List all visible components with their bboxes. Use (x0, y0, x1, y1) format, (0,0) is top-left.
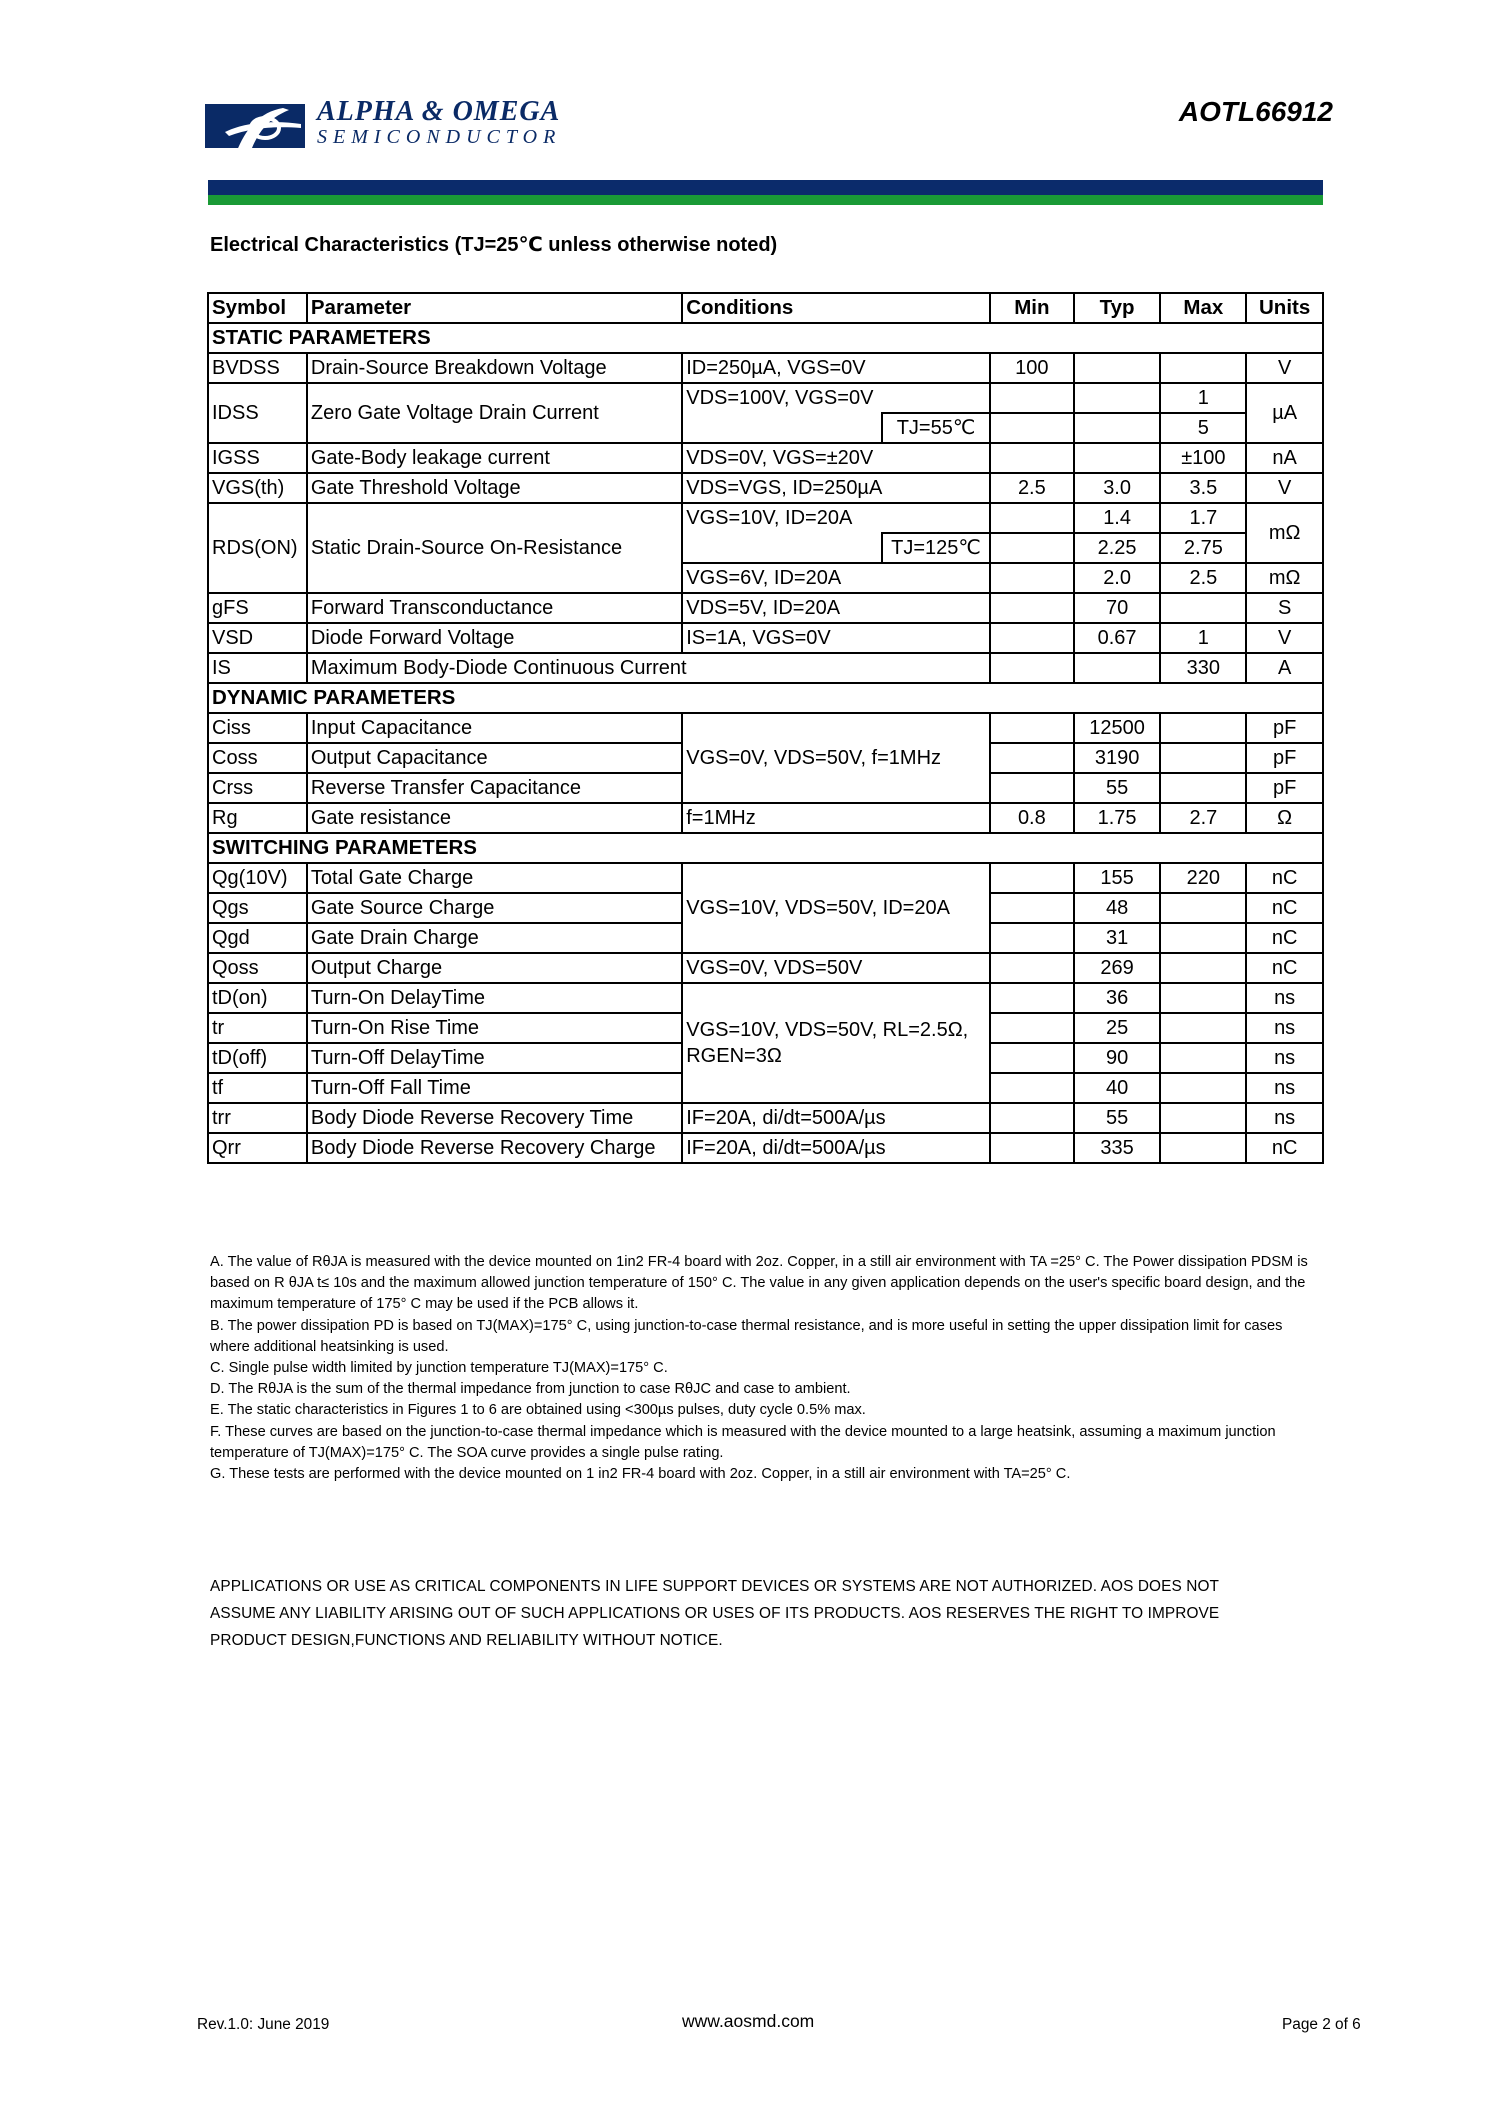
header-units: Units (1246, 293, 1323, 323)
header-bar-blue (208, 180, 1323, 195)
table-row (208, 473, 1323, 503)
cell-symbol: trr (208, 1103, 307, 1133)
cell-typ: 1.4 (1074, 503, 1161, 533)
disclaimer (210, 1573, 1325, 1654)
cell-typ: 70 (1074, 593, 1161, 623)
cell-parameter: Static Drain-Source On-Resistance (307, 503, 682, 593)
cell-units: ns (1246, 1103, 1323, 1133)
note-d: D. The RθJA is the sum of the thermal impedance from junction to case RθJC and case to ambient. (210, 1381, 851, 1398)
cell-max: 3.5 (1160, 473, 1246, 503)
cell-conditions: VDS=0V, VGS=±20V (682, 443, 990, 473)
section-title (210, 232, 777, 257)
cell-typ: 2.0 (1074, 563, 1161, 593)
cell-symbol: BVDSS (208, 353, 307, 383)
note-b: B. The power dissipation PD is based on TJ(MAX)=175° C, using junction-to-case thermal resistance, and is more useful in setting the upper dissipation limit for cases where additional heatsinking is used. (210, 1317, 1283, 1355)
cell-max (1160, 593, 1246, 623)
cell-typ: 3.0 (1074, 473, 1161, 503)
table-row (208, 623, 1323, 653)
cell-min (990, 383, 1074, 413)
cell-min (990, 653, 1074, 683)
cell-parameter: Turn-On Rise Time (307, 1013, 682, 1043)
cell-min (990, 563, 1074, 593)
cell-units: pF (1246, 713, 1323, 743)
cell-typ: 55 (1074, 1103, 1161, 1133)
table-row (208, 353, 1323, 383)
cell-max: 220 (1160, 863, 1246, 893)
section-switching: SWITCHING PARAMETERS (208, 833, 1323, 863)
cell-max: 2.7 (1160, 803, 1246, 833)
section-dynamic: DYNAMIC PARAMETERS (208, 683, 1323, 713)
cell-typ: 25 (1074, 1013, 1161, 1043)
cell-min (990, 923, 1074, 953)
cell-min: 0.8 (990, 803, 1074, 833)
table-row (208, 653, 1323, 683)
cell-min (990, 1103, 1074, 1133)
cell-condition-tj: TJ=55℃ (882, 413, 990, 443)
cell-units: mΩ (1246, 563, 1323, 593)
cell-typ (1074, 353, 1161, 383)
cell-parameter: Turn-Off DelayTime (307, 1043, 682, 1073)
cell-parameter: Drain-Source Breakdown Voltage (307, 353, 682, 383)
cell-typ: 55 (1074, 773, 1161, 803)
cell-conditions-blank (682, 533, 882, 563)
cell-parameter: Turn-Off Fall Time (307, 1073, 682, 1103)
cell-symbol: Qoss (208, 953, 307, 983)
cell-max (1160, 923, 1246, 953)
cell-min: 2.5 (990, 473, 1074, 503)
header-symbol: Symbol (208, 293, 307, 323)
electrical-characteristics-table (207, 292, 1324, 1164)
cell-typ (1074, 413, 1161, 443)
cell-min (990, 413, 1074, 443)
cell-units: ns (1246, 1013, 1323, 1043)
cell-symbol: tr (208, 1013, 307, 1043)
cell-parameter: Gate Threshold Voltage (307, 473, 682, 503)
cell-symbol: Qgd (208, 923, 307, 953)
cell-min (990, 713, 1074, 743)
cell-conditions: VGS=0V, VDS=50V (682, 953, 990, 983)
cell-max (1160, 953, 1246, 983)
cell-max (1160, 1073, 1246, 1103)
cell-symbol: Crss (208, 773, 307, 803)
cell-typ (1074, 443, 1161, 473)
table-row (208, 1103, 1323, 1133)
section-row (208, 833, 1323, 863)
cell-conditions: VGS=0V, VDS=50V, f=1MHz (682, 713, 990, 803)
header-conditions: Conditions (682, 293, 990, 323)
cell-min (990, 863, 1074, 893)
cell-max (1160, 983, 1246, 1013)
cell-conditions-blank (682, 413, 882, 443)
cell-symbol: gFS (208, 593, 307, 623)
cell-parameter: Output Capacitance (307, 743, 682, 773)
cell-units: A (1246, 653, 1323, 683)
cell-symbol: IGSS (208, 443, 307, 473)
cell-parameter: Gate-Body leakage current (307, 443, 682, 473)
cell-typ (1074, 653, 1161, 683)
cell-parameter: Gate resistance (307, 803, 682, 833)
table-row (208, 803, 1323, 833)
cell-typ: 1.75 (1074, 803, 1161, 833)
cell-symbol: Rg (208, 803, 307, 833)
cell-max: 5 (1160, 413, 1246, 443)
cell-conditions: VGS=10V, VDS=50V, ID=20A (682, 863, 990, 953)
note-g: G. These tests are performed with the device mounted on 1 in2 FR-4 board with 2oz. Copper, in a still air environment with TA=25° C. (210, 1466, 1071, 1483)
cell-parameter: Turn-On DelayTime (307, 983, 682, 1013)
cell-max: ±100 (1160, 443, 1246, 473)
header-min: Min (990, 293, 1074, 323)
cell-units: V (1246, 473, 1323, 503)
cell-max (1160, 1013, 1246, 1043)
cell-units: µA (1246, 383, 1323, 443)
table-row (208, 863, 1323, 893)
cell-parameter: Input Capacitance (307, 713, 682, 743)
cell-min (990, 443, 1074, 473)
cell-max (1160, 893, 1246, 923)
cell-units: mΩ (1246, 503, 1323, 563)
cell-max (1160, 1103, 1246, 1133)
cell-max (1160, 713, 1246, 743)
cell-typ: 31 (1074, 923, 1161, 953)
cell-symbol: tD(off) (208, 1043, 307, 1073)
cell-symbol: VSD (208, 623, 307, 653)
cell-typ: 12500 (1074, 713, 1161, 743)
cell-units: pF (1246, 743, 1323, 773)
cell-typ: 2.25 (1074, 533, 1161, 563)
cell-conditions: VDS=100V, VGS=0V (682, 383, 990, 413)
cell-min (990, 1133, 1074, 1163)
cell-max (1160, 1133, 1246, 1163)
cell-conditions: VDS=5V, ID=20A (682, 593, 990, 623)
cell-max (1160, 773, 1246, 803)
table-row (208, 1133, 1323, 1163)
cell-max: 330 (1160, 653, 1246, 683)
cell-parameter: Reverse Transfer Capacitance (307, 773, 682, 803)
cell-symbol: Coss (208, 743, 307, 773)
cell-typ: 40 (1074, 1073, 1161, 1103)
footer-page-number: Page 2 of 6 (1282, 2016, 1361, 2033)
cell-max: 1 (1160, 383, 1246, 413)
cell-parameter: Gate Source Charge (307, 893, 682, 923)
cell-min (990, 773, 1074, 803)
note-f: F. These curves are based on the junction-to-case thermal impedance which is measured with the device mounted to a large heatsink, assuming a maximum junction temperature of TJ(MAX)=175° C. The SOA curve provides a single pulse rating. (210, 1423, 1276, 1461)
table-row (208, 983, 1323, 1013)
cell-max (1160, 1043, 1246, 1073)
section-title-text: Electrical Characteristics (TJ=25℃ unless otherwise noted) (210, 234, 778, 256)
company-logo (205, 96, 615, 166)
cell-max: 1.7 (1160, 503, 1246, 533)
cell-symbol: RDS(ON) (208, 503, 307, 593)
cell-parameter: Zero Gate Voltage Drain Current (307, 383, 682, 443)
cell-typ: 155 (1074, 863, 1161, 893)
note-a: A. The value of RθJA is measured with the device mounted on 1in2 FR-4 board with 2oz. Copper, in a still air environment with TA =25° C. The Power dissipation PDSM is based on R θJA t≤ 10s and the maximum allowed junction temperature of 150° C. The value in any given application depends on the user's specific board design, and the maximum temperature of 175° C may be used if the PCB allows it. (210, 1254, 1308, 1313)
cell-typ: 36 (1074, 983, 1161, 1013)
cell-symbol: tD(on) (208, 983, 307, 1013)
cell-min (990, 953, 1074, 983)
cell-symbol: tf (208, 1073, 307, 1103)
header-max: Max (1160, 293, 1246, 323)
cell-symbol: Qrr (208, 1133, 307, 1163)
cell-max (1160, 743, 1246, 773)
disclaimer-line: APPLICATIONS OR USE AS CRITICAL COMPONENTS IN LIFE SUPPORT DEVICES OR SYSTEMS ARE NOT AUTHORIZED. AOS DOES NOT (210, 1578, 1220, 1595)
cell-parameter: Diode Forward Voltage (307, 623, 682, 653)
header-bar-green (208, 195, 1323, 205)
cell-units: nC (1246, 1133, 1323, 1163)
cell-typ (1074, 383, 1161, 413)
cell-parameter: Body Diode Reverse Recovery Charge (307, 1133, 682, 1163)
cell-min (990, 503, 1074, 533)
disclaimer-line: PRODUCT DESIGN,FUNCTIONS AND RELIABILITY WITHOUT NOTICE. (210, 1632, 723, 1649)
cell-conditions: f=1MHz (682, 803, 990, 833)
cell-typ: 269 (1074, 953, 1161, 983)
cell-conditions: ID=250µA, VGS=0V (682, 353, 990, 383)
cell-symbol: Qgs (208, 893, 307, 923)
cell-min (990, 533, 1074, 563)
cell-max (1160, 353, 1246, 383)
cell-units: nC (1246, 893, 1323, 923)
cell-units: S (1246, 593, 1323, 623)
cell-typ: 48 (1074, 893, 1161, 923)
cell-parameter: Maximum Body-Diode Continuous Current (307, 653, 990, 683)
table-row (208, 503, 1323, 533)
footer-revision: Rev.1.0: June 2019 (197, 2016, 330, 2033)
cell-max: 2.75 (1160, 533, 1246, 563)
table-row (208, 593, 1323, 623)
cell-condition-tj: TJ=125℃ (882, 533, 990, 563)
cell-conditions: VGS=10V, VDS=50V, RL=2.5Ω, RGEN=3Ω (682, 983, 990, 1103)
cell-units: pF (1246, 773, 1323, 803)
cell-min (990, 743, 1074, 773)
cell-units: nC (1246, 923, 1323, 953)
cell-min (990, 1013, 1074, 1043)
cell-parameter: Body Diode Reverse Recovery Time (307, 1103, 682, 1133)
cell-units: nA (1246, 443, 1323, 473)
cell-conditions: IF=20A, di/dt=500A/µs (682, 1133, 990, 1163)
footnotes (210, 1252, 1320, 1485)
cell-units: ns (1246, 1043, 1323, 1073)
section-row (208, 683, 1323, 713)
cell-max: 2.5 (1160, 563, 1246, 593)
cell-parameter: Output Charge (307, 953, 682, 983)
cell-min (990, 1073, 1074, 1103)
section-row (208, 323, 1323, 353)
cell-conditions: VGS=6V, ID=20A (682, 563, 990, 593)
cell-typ: 90 (1074, 1043, 1161, 1073)
note-c: C. Single pulse width limited by junction temperature TJ(MAX)=175° C. (210, 1360, 668, 1377)
company-name: ALPHA & OMEGA (317, 96, 561, 127)
cell-conditions: VGS=10V, ID=20A (682, 503, 990, 533)
cell-symbol: Ciss (208, 713, 307, 743)
cell-max: 1 (1160, 623, 1246, 653)
alpha-omega-logo-icon (205, 98, 305, 158)
cell-typ: 3190 (1074, 743, 1161, 773)
cell-min (990, 593, 1074, 623)
cell-min (990, 1043, 1074, 1073)
table-header-row (208, 293, 1323, 323)
cell-min (990, 983, 1074, 1013)
table-row (208, 443, 1323, 473)
header-typ: Typ (1074, 293, 1161, 323)
cell-units: ns (1246, 1073, 1323, 1103)
cell-symbol: IS (208, 653, 307, 683)
cell-parameter: Gate Drain Charge (307, 923, 682, 953)
cell-min (990, 623, 1074, 653)
cell-min (990, 893, 1074, 923)
cell-symbol: Qg(10V) (208, 863, 307, 893)
table-row (208, 713, 1323, 743)
section-static: STATIC PARAMETERS (208, 323, 1323, 353)
cell-min: 100 (990, 353, 1074, 383)
cell-units: nC (1246, 863, 1323, 893)
footer-url-link[interactable]: www.aosmd.com (682, 2011, 815, 2031)
header-parameter: Parameter (307, 293, 682, 323)
cell-units: ns (1246, 983, 1323, 1013)
company-subtitle: SEMICONDUCTOR (317, 126, 562, 148)
table-row (208, 383, 1323, 413)
cell-conditions: IF=20A, di/dt=500A/µs (682, 1103, 990, 1133)
table-row (208, 953, 1323, 983)
cell-units: nC (1246, 953, 1323, 983)
cell-units: V (1246, 353, 1323, 383)
cell-parameter: Forward Transconductance (307, 593, 682, 623)
cell-conditions: VDS=VGS, ID=250µA (682, 473, 990, 503)
cell-conditions: IS=1A, VGS=0V (682, 623, 990, 653)
part-number: AOTL66912 (1178, 96, 1333, 127)
cell-symbol: IDSS (208, 383, 307, 443)
cell-units: V (1246, 623, 1323, 653)
cell-typ: 335 (1074, 1133, 1161, 1163)
cell-units: Ω (1246, 803, 1323, 833)
note-e: E. The static characteristics in Figures 1 to 6 are obtained using <300µs pulses, duty cycle 0.5% max. (210, 1402, 866, 1419)
cell-symbol: VGS(th) (208, 473, 307, 503)
cell-typ: 0.67 (1074, 623, 1161, 653)
cell-parameter: Total Gate Charge (307, 863, 682, 893)
disclaimer-line: ASSUME ANY LIABILITY ARISING OUT OF SUCH APPLICATIONS OR USES OF ITS PRODUCTS. AOS RESERVES THE RIGHT TO IMPROVE (210, 1605, 1220, 1622)
